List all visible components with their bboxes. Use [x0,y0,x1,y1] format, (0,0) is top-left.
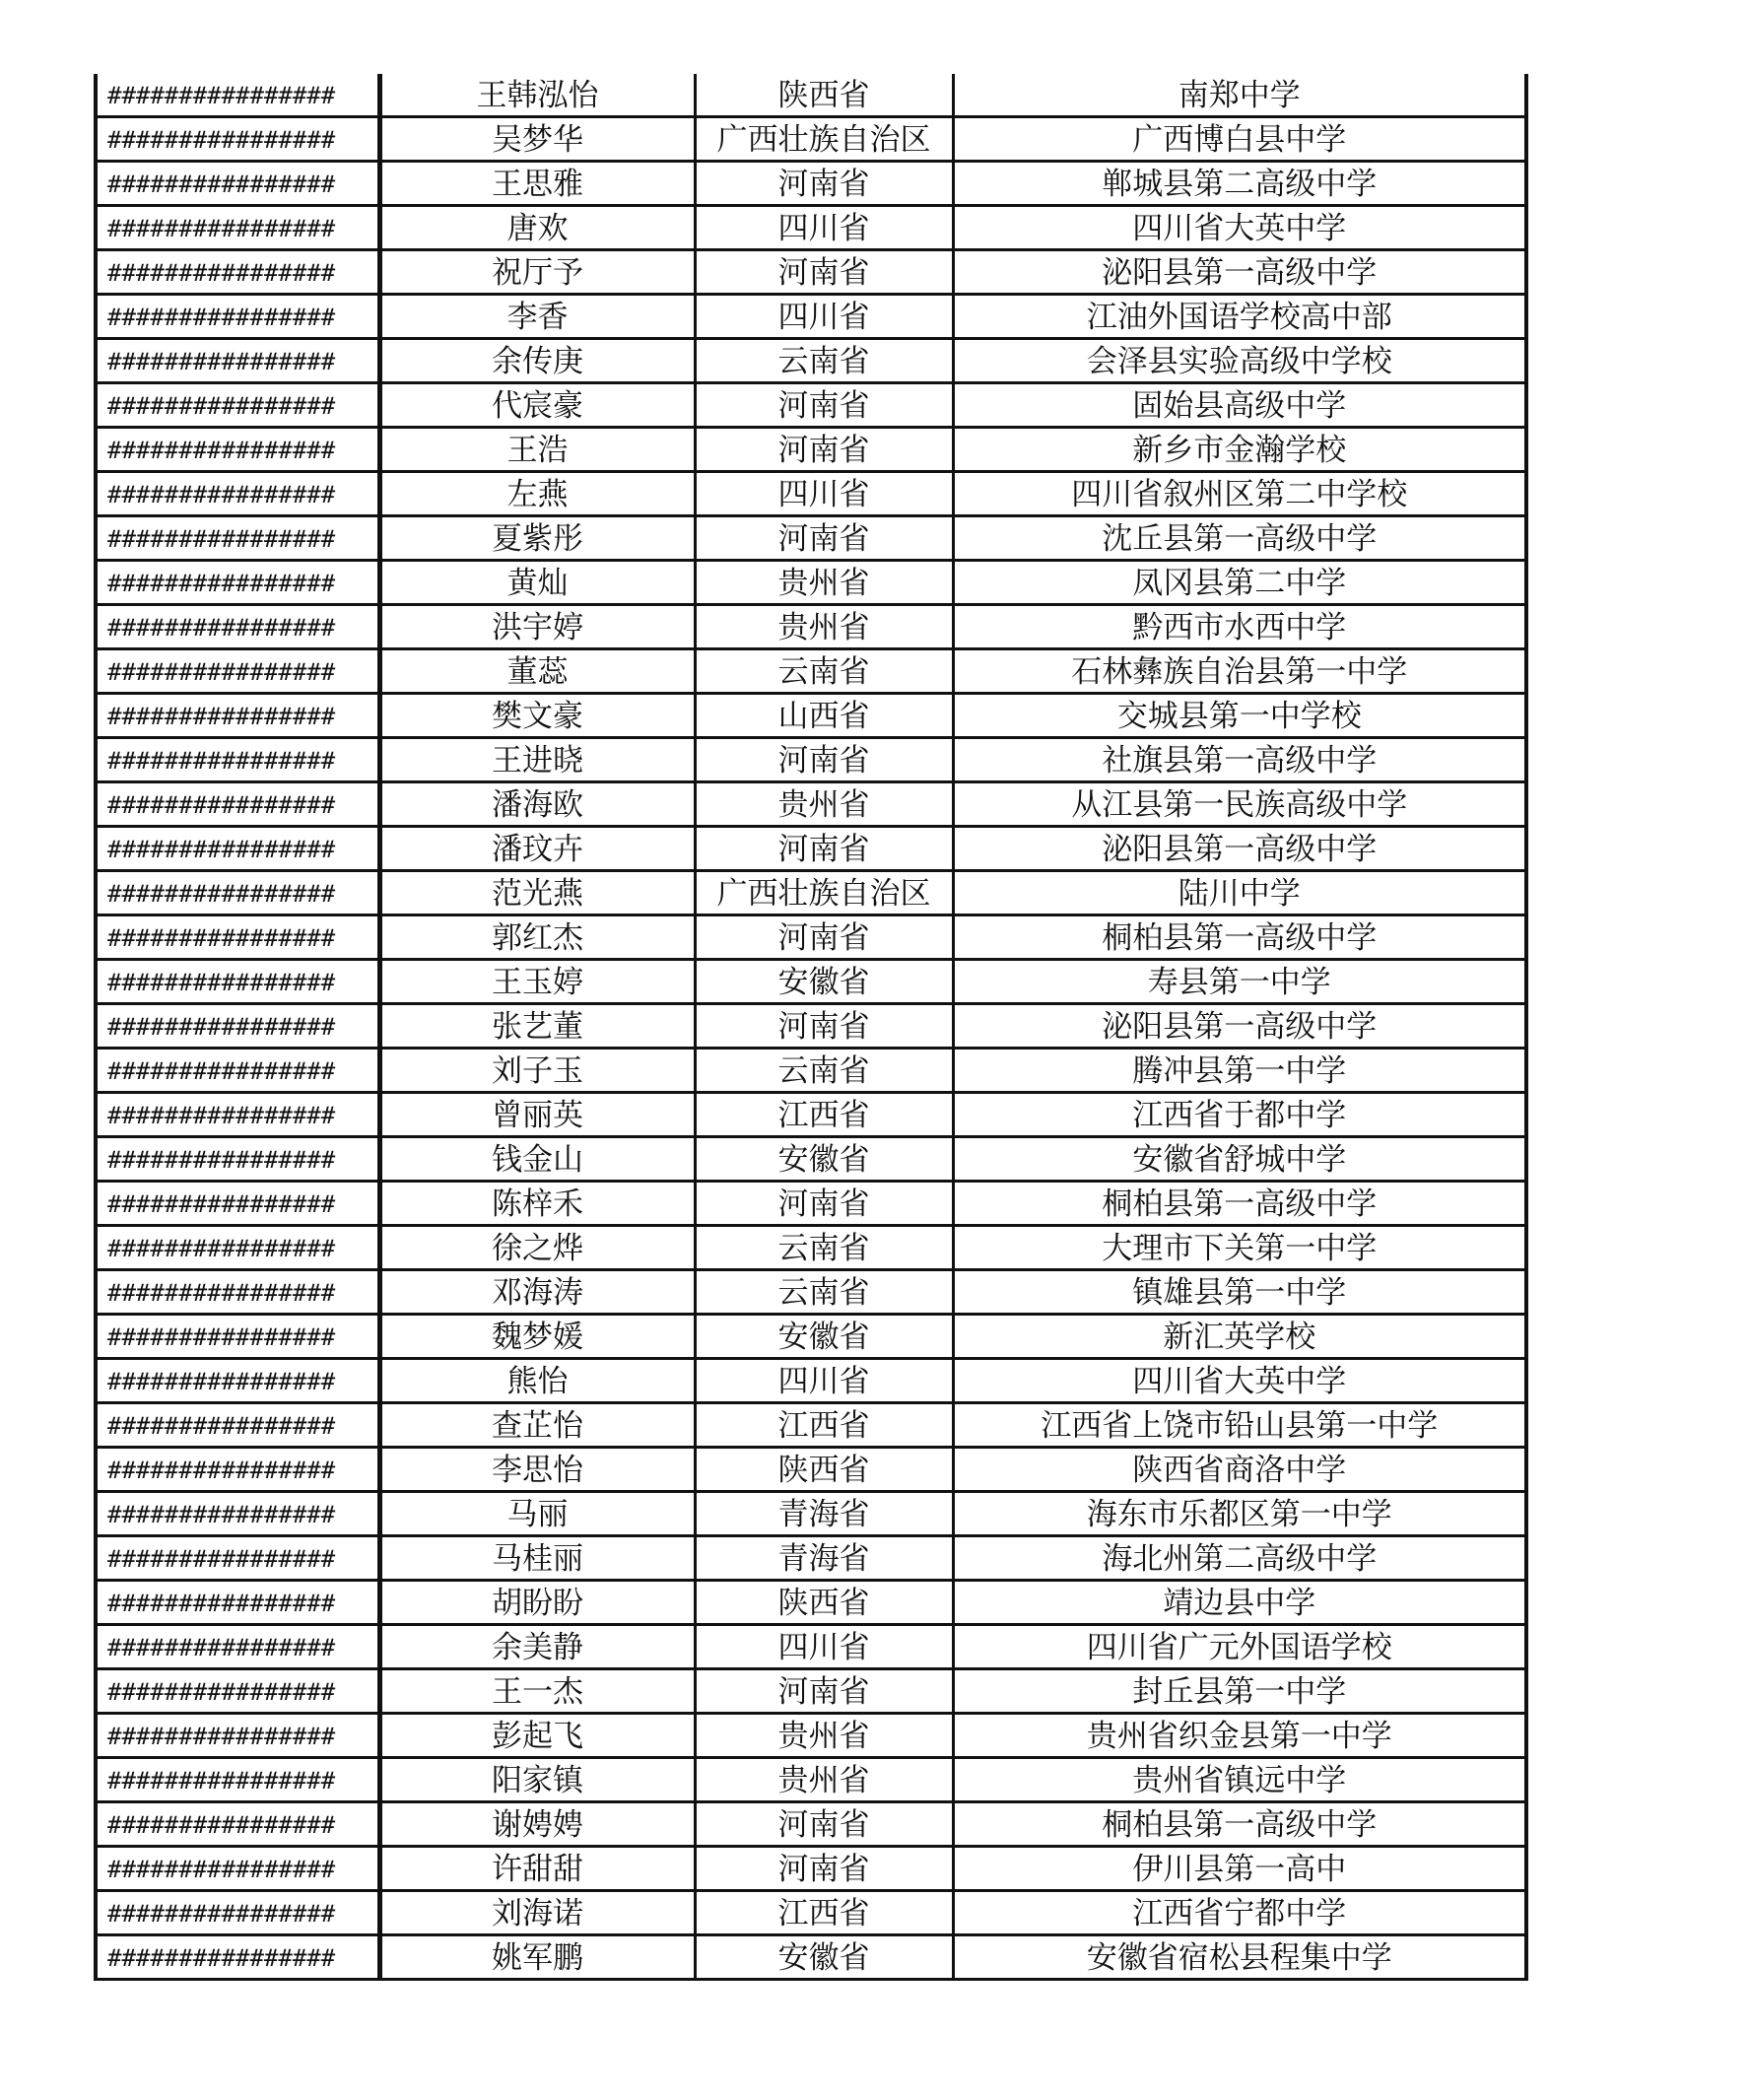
table-row [96,206,1526,250]
school-cell[interactable]: 南郑中学 [953,74,1526,117]
name-cell[interactable]: 马丽 [379,1492,695,1536]
table-row [96,1669,1526,1714]
province-cell[interactable]: 四川省 [695,472,953,516]
name-cell[interactable]: 姚军鹏 [379,1935,695,1980]
overflow-date-cell[interactable]: ################ [96,383,379,428]
overflow-date-cell[interactable]: ################ [96,1270,379,1315]
school-cell[interactable]: 广西博白县中学 [953,117,1526,162]
overflow-date-cell[interactable]: ################ [96,1581,379,1625]
data-table [94,74,1528,1981]
name-cell[interactable]: 李香 [379,295,695,339]
table-row [96,649,1526,694]
school-cell[interactable]: 镇雄县第一中学 [953,1270,1526,1315]
table-row [96,1226,1526,1270]
name-cell[interactable]: 熊怡 [379,1359,695,1403]
table-row [96,162,1526,206]
province-cell[interactable]: 河南省 [695,1182,953,1226]
table-row [96,1802,1526,1847]
province-cell[interactable]: 安徽省 [695,1935,953,1980]
overflow-date-cell[interactable]: ################ [96,206,379,250]
overflow-date-cell[interactable]: ################ [96,1758,379,1802]
name-cell[interactable]: 樊文豪 [379,694,695,738]
province-cell[interactable]: 四川省 [695,206,953,250]
province-cell[interactable]: 四川省 [695,1359,953,1403]
province-cell[interactable]: 山西省 [695,694,953,738]
table-row [96,915,1526,960]
name-cell[interactable]: 王玉婷 [379,960,695,1004]
table-row [96,516,1526,561]
overflow-date-cell[interactable]: ################ [96,561,379,605]
name-cell[interactable]: 黄灿 [379,561,695,605]
table-row [96,1270,1526,1315]
province-cell[interactable]: 贵州省 [695,605,953,649]
school-cell[interactable]: 社旗县第一高级中学 [953,738,1526,782]
school-cell[interactable]: 从江县第一民族高级中学 [953,782,1526,827]
table-row [96,827,1526,871]
province-cell[interactable]: 云南省 [695,1270,953,1315]
province-cell[interactable]: 河南省 [695,1847,953,1891]
province-cell[interactable]: 安徽省 [695,960,953,1004]
table-row [96,1714,1526,1758]
table-row [96,1403,1526,1448]
name-cell[interactable]: 夏紫彤 [379,516,695,561]
table-row [96,960,1526,1004]
table-row [96,1093,1526,1137]
overflow-date-cell[interactable]: ################ [96,1093,379,1137]
name-cell[interactable]: 代宸豪 [379,383,695,428]
overflow-date-cell[interactable]: ################ [96,694,379,738]
province-cell[interactable]: 陕西省 [695,1448,953,1492]
school-cell[interactable]: 四川省广元外国语学校 [953,1625,1526,1669]
overflow-date-cell[interactable]: ################ [96,295,379,339]
name-cell[interactable]: 马桂丽 [379,1536,695,1581]
overflow-date-cell[interactable]: ################ [96,1802,379,1847]
school-cell[interactable]: 腾冲县第一中学 [953,1049,1526,1093]
overflow-date-cell[interactable]: ################ [96,1847,379,1891]
table-row [96,738,1526,782]
overflow-date-cell[interactable]: ################ [96,74,379,117]
name-cell[interactable]: 刘海诺 [379,1891,695,1935]
school-cell[interactable]: 四川省大英中学 [953,1359,1526,1403]
province-cell[interactable]: 江西省 [695,1093,953,1137]
overflow-date-cell[interactable]: ################ [96,1625,379,1669]
province-cell[interactable]: 青海省 [695,1536,953,1581]
table-row [96,339,1526,383]
school-cell[interactable]: 海东市乐都区第一中学 [953,1492,1526,1536]
table-row [96,383,1526,428]
province-cell[interactable]: 河南省 [695,1802,953,1847]
table-row [96,782,1526,827]
name-cell[interactable]: 王一杰 [379,1669,695,1714]
school-cell[interactable]: 凤冈县第二中学 [953,561,1526,605]
name-cell[interactable]: 查芷怡 [379,1403,695,1448]
province-cell[interactable]: 河南省 [695,516,953,561]
province-cell[interactable]: 贵州省 [695,782,953,827]
table-body [96,74,1526,1980]
school-cell[interactable]: 海北州第二高级中学 [953,1536,1526,1581]
overflow-date-cell[interactable]: ################ [96,915,379,960]
table-row [96,1492,1526,1536]
name-cell[interactable]: 潘海欧 [379,782,695,827]
overflow-date-cell[interactable]: ################ [96,250,379,295]
table-row [96,1182,1526,1226]
table-row [96,605,1526,649]
table-row [96,117,1526,162]
name-cell[interactable]: 钱金山 [379,1137,695,1182]
name-cell[interactable]: 王进晓 [379,738,695,782]
province-cell[interactable]: 河南省 [695,1669,953,1714]
overflow-date-cell[interactable]: ################ [96,738,379,782]
name-cell[interactable]: 董蕊 [379,649,695,694]
school-cell[interactable]: 寿县第一中学 [953,960,1526,1004]
overflow-date-cell[interactable]: ################ [96,827,379,871]
province-cell[interactable]: 安徽省 [695,1137,953,1182]
province-cell[interactable]: 河南省 [695,250,953,295]
school-cell[interactable]: 桐柏县第一高级中学 [953,1802,1526,1847]
overflow-date-cell[interactable]: ################ [96,1137,379,1182]
school-cell[interactable]: 贵州省镇远中学 [953,1758,1526,1802]
overflow-date-cell[interactable]: ################ [96,428,379,472]
overflow-date-cell[interactable]: ################ [96,1935,379,1980]
table-row [96,472,1526,516]
school-cell[interactable]: 伊川县第一高中 [953,1847,1526,1891]
province-cell[interactable]: 安徽省 [695,1315,953,1359]
school-cell[interactable]: 新汇英学校 [953,1315,1526,1359]
table-row [96,1137,1526,1182]
overflow-date-cell[interactable]: ################ [96,1448,379,1492]
name-cell[interactable]: 谢娉娉 [379,1802,695,1847]
province-cell[interactable]: 河南省 [695,1004,953,1049]
name-cell[interactable]: 陈梓禾 [379,1182,695,1226]
table-row [96,1536,1526,1581]
province-cell[interactable]: 江西省 [695,1403,953,1448]
school-cell[interactable]: 泌阳县第一高级中学 [953,1004,1526,1049]
province-cell[interactable]: 青海省 [695,1492,953,1536]
name-cell[interactable]: 彭起飞 [379,1714,695,1758]
province-cell[interactable]: 河南省 [695,428,953,472]
table-row [96,1448,1526,1492]
school-cell[interactable]: 安徽省舒城中学 [953,1137,1526,1182]
name-cell[interactable]: 吴梦华 [379,117,695,162]
school-cell[interactable]: 江西省上饶市铅山县第一中学 [953,1403,1526,1448]
province-cell[interactable]: 四川省 [695,1625,953,1669]
overflow-date-cell[interactable]: ################ [96,1669,379,1714]
table-row [96,1625,1526,1669]
table-row [96,561,1526,605]
name-cell[interactable]: 许甜甜 [379,1847,695,1891]
name-cell[interactable]: 王浩 [379,428,695,472]
school-cell[interactable]: 郸城县第二高级中学 [953,162,1526,206]
province-cell[interactable]: 云南省 [695,1226,953,1270]
name-cell[interactable]: 余美静 [379,1625,695,1669]
school-cell[interactable]: 泌阳县第一高级中学 [953,827,1526,871]
province-cell[interactable]: 河南省 [695,827,953,871]
name-cell[interactable]: 余传庚 [379,339,695,383]
province-cell[interactable]: 河南省 [695,383,953,428]
name-cell[interactable]: 唐欢 [379,206,695,250]
province-cell[interactable]: 广西壮族自治区 [695,871,953,915]
school-cell[interactable]: 靖边县中学 [953,1581,1526,1625]
school-cell[interactable]: 江西省于都中学 [953,1093,1526,1137]
province-cell[interactable]: 四川省 [695,295,953,339]
name-cell[interactable]: 潘玟卉 [379,827,695,871]
overflow-date-cell[interactable]: ################ [96,162,379,206]
overflow-date-cell[interactable]: ################ [96,1492,379,1536]
name-cell[interactable]: 阳家镇 [379,1758,695,1802]
name-cell[interactable]: 洪宇婷 [379,605,695,649]
overflow-date-cell[interactable]: ################ [96,1226,379,1270]
overflow-date-cell[interactable]: ################ [96,1714,379,1758]
province-cell[interactable]: 河南省 [695,915,953,960]
spreadsheet-page [94,74,1524,1981]
overflow-date-cell[interactable]: ################ [96,782,379,827]
school-cell[interactable]: 安徽省宿松县程集中学 [953,1935,1526,1980]
name-cell[interactable]: 曾丽英 [379,1093,695,1137]
school-cell[interactable]: 会泽县实验高级中学校 [953,339,1526,383]
table-row [96,1004,1526,1049]
overflow-date-cell[interactable]: ################ [96,1891,379,1935]
school-cell[interactable]: 江油外国语学校高中部 [953,295,1526,339]
overflow-date-cell[interactable]: ################ [96,1359,379,1403]
overflow-date-cell[interactable]: ################ [96,1536,379,1581]
province-cell[interactable]: 河南省 [695,738,953,782]
overflow-date-cell[interactable]: ################ [96,516,379,561]
name-cell[interactable]: 胡盼盼 [379,1581,695,1625]
overflow-date-cell[interactable]: ################ [96,605,379,649]
school-cell[interactable]: 四川省大英中学 [953,206,1526,250]
name-cell[interactable]: 李思怡 [379,1448,695,1492]
province-cell[interactable]: 江西省 [695,1891,953,1935]
school-cell[interactable]: 桐柏县第一高级中学 [953,1182,1526,1226]
table-row [96,1315,1526,1359]
name-cell[interactable]: 左燕 [379,472,695,516]
name-cell[interactable]: 刘子玉 [379,1049,695,1093]
table-row [96,1847,1526,1891]
name-cell[interactable]: 魏梦媛 [379,1315,695,1359]
table-row [96,1359,1526,1403]
name-cell[interactable]: 张艺董 [379,1004,695,1049]
school-cell[interactable]: 交城县第一中学校 [953,694,1526,738]
province-cell[interactable]: 陕西省 [695,1581,953,1625]
table-row [96,1581,1526,1625]
overflow-date-cell[interactable]: ################ [96,960,379,1004]
province-cell[interactable]: 云南省 [695,1049,953,1093]
table-row [96,250,1526,295]
table-row [96,871,1526,915]
school-cell[interactable]: 江西省宁都中学 [953,1891,1526,1935]
province-cell[interactable]: 云南省 [695,649,953,694]
name-cell[interactable]: 邓海涛 [379,1270,695,1315]
school-cell[interactable]: 新乡市金瀚学校 [953,428,1526,472]
name-cell[interactable]: 郭红杰 [379,915,695,960]
school-cell[interactable]: 石林彝族自治县第一中学 [953,649,1526,694]
province-cell[interactable]: 广西壮族自治区 [695,117,953,162]
overflow-date-cell[interactable]: ################ [96,1049,379,1093]
province-cell[interactable]: 云南省 [695,339,953,383]
overflow-date-cell[interactable]: ################ [96,472,379,516]
overflow-date-cell[interactable]: ################ [96,339,379,383]
school-cell[interactable]: 沈丘县第一高级中学 [953,516,1526,561]
school-cell[interactable]: 桐柏县第一高级中学 [953,915,1526,960]
school-cell[interactable]: 大理市下关第一中学 [953,1226,1526,1270]
name-cell[interactable]: 范光燕 [379,871,695,915]
province-cell[interactable]: 河南省 [695,162,953,206]
overflow-date-cell[interactable]: ################ [96,1315,379,1359]
table-row [96,295,1526,339]
overflow-date-cell[interactable]: ################ [96,649,379,694]
province-cell[interactable]: 贵州省 [695,561,953,605]
table-row [96,1891,1526,1935]
overflow-date-cell[interactable]: ################ [96,1004,379,1049]
overflow-date-cell[interactable]: ################ [96,1403,379,1448]
province-cell[interactable]: 贵州省 [695,1714,953,1758]
table-row [96,694,1526,738]
table-row [96,1935,1526,1980]
school-cell[interactable]: 陆川中学 [953,871,1526,915]
province-cell[interactable]: 贵州省 [695,1758,953,1802]
school-cell[interactable]: 泌阳县第一高级中学 [953,250,1526,295]
name-cell[interactable]: 徐之烨 [379,1226,695,1270]
overflow-date-cell[interactable]: ################ [96,1182,379,1226]
name-cell[interactable]: 祝厅予 [379,250,695,295]
table-row [96,428,1526,472]
school-cell[interactable]: 陕西省商洛中学 [953,1448,1526,1492]
name-cell[interactable]: 王思雅 [379,162,695,206]
school-cell[interactable]: 黔西市水西中学 [953,605,1526,649]
table-row [96,74,1526,117]
province-cell[interactable]: 陕西省 [695,74,953,117]
school-cell[interactable]: 贵州省织金县第一中学 [953,1714,1526,1758]
school-cell[interactable]: 封丘县第一中学 [953,1669,1526,1714]
table-row [96,1758,1526,1802]
name-cell[interactable]: 王韩泓怡 [379,74,695,117]
table-row [96,1049,1526,1093]
school-cell[interactable]: 四川省叙州区第二中学校 [953,472,1526,516]
overflow-date-cell[interactable]: ################ [96,871,379,915]
overflow-date-cell[interactable]: ################ [96,117,379,162]
school-cell[interactable]: 固始县高级中学 [953,383,1526,428]
